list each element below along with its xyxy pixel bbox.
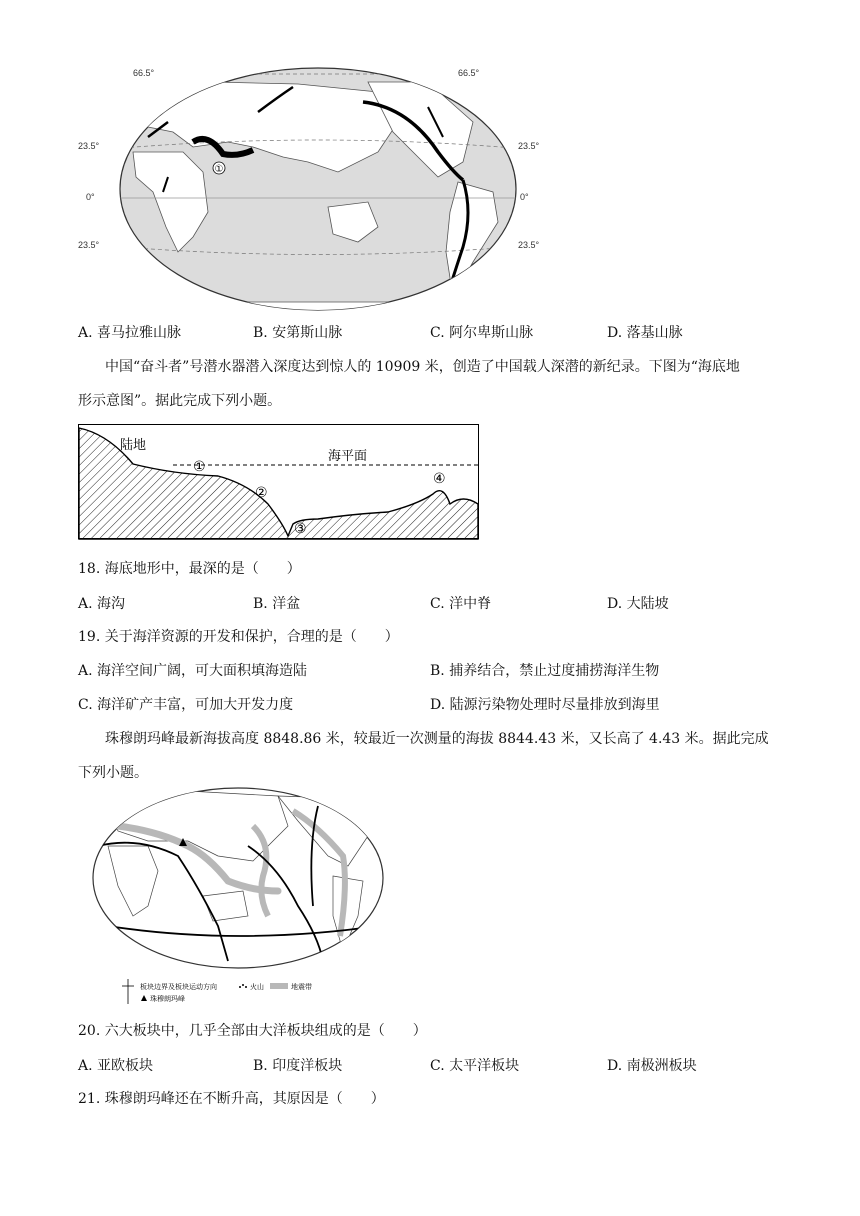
q19-option-d[interactable]: D. 陆源污染物处理时尽量排放到海里 [430, 697, 660, 713]
lat-label: 23.5° [78, 141, 100, 151]
legend-boundary-label: 板块边界及板块运动方向 [140, 983, 217, 991]
q20-option-c[interactable]: C. 太平洋板块 [430, 1058, 520, 1074]
lat-label: 66.5° [133, 68, 155, 78]
q20-option-d[interactable]: D. 南极洲板块 [607, 1058, 697, 1074]
seafloor-figure [78, 424, 480, 540]
q18-option-d[interactable]: D. 大陆坡 [607, 596, 669, 612]
legend-quake-label: 地震带 [291, 983, 312, 991]
lat-label: 23.5° [78, 240, 100, 250]
q19-option-a[interactable]: A. 海洋空间广阔，可大面积填海造陆 [78, 663, 308, 679]
lat-label: 66.5° [458, 68, 480, 78]
q20-option-a[interactable]: A. 亚欧板块 [78, 1058, 154, 1074]
legend-peak-label: 珠穆朗玛峰 [150, 995, 185, 1003]
seafloor-marker: ③ [294, 521, 307, 537]
plate-map [78, 786, 400, 1006]
seafloor-diagram [78, 424, 480, 540]
mountain-map-figure [78, 62, 538, 312]
map1-marker: ① [214, 164, 224, 175]
land-label: 陆地 [120, 438, 147, 453]
lat-label: 0° [86, 192, 95, 202]
q20-option-b[interactable]: B. 印度洋板块 [253, 1058, 343, 1074]
legend-volcano-label: 火山 [250, 983, 264, 991]
lat-label: 0° [520, 192, 529, 202]
q18-stem: 18. 海底地形中，最深的是（ ） [78, 561, 301, 577]
intro1-line1: 中国“奋斗者”号潜水器潜入深度达到惊人的 10909 米，创造了中国载人深潜的新纪录。下图为“海底地 [105, 359, 740, 375]
q19-stem: 19. 关于海洋资源的开发和保护，合理的是（ ） [78, 629, 399, 645]
q17-option-d[interactable]: D. 落基山脉 [607, 325, 683, 341]
mountain-map [78, 62, 538, 312]
q20-stem: 20. 六大板块中，几乎全部由大洋板块组成的是（ ） [78, 1023, 427, 1039]
q19-option-b[interactable]: B. 捕养结合，禁止过度捕捞海洋生物 [430, 663, 660, 679]
plate-map-figure [78, 786, 400, 1006]
q18-option-b[interactable]: B. 洋盆 [253, 596, 301, 612]
intro2-line2: 下列小题。 [78, 765, 148, 781]
sea-level-label: 海平面 [328, 449, 368, 464]
seafloor-marker: ② [255, 485, 268, 501]
q19-option-c[interactable]: C. 海洋矿产丰富，可加大开发力度 [78, 697, 294, 713]
q18-option-c[interactable]: C. 洋中脊 [430, 596, 492, 612]
q18-option-a[interactable]: A. 海沟 [78, 596, 126, 612]
lat-label: 23.5° [518, 240, 540, 250]
q21-stem: 21. 珠穆朗玛峰还在不断升高，其原因是（ ） [78, 1091, 385, 1107]
intro1-line2: 形示意图”。据此完成下列小题。 [78, 393, 282, 409]
seafloor-marker: ① [193, 459, 206, 475]
q17-option-b[interactable]: B. 安第斯山脉 [253, 325, 343, 341]
q17-option-a[interactable]: A. 喜马拉雅山脉 [78, 325, 182, 341]
intro2-line1: 珠穆朗玛峰最新海拔高度 8848.86 米，较最近一次测量的海拔 8844.43 米，又长高了 4.43 米。据此完成 [105, 731, 769, 747]
seafloor-marker: ④ [433, 471, 446, 487]
q17-option-c[interactable]: C. 阿尔卑斯山脉 [430, 325, 534, 341]
lat-label: 23.5° [518, 141, 540, 151]
